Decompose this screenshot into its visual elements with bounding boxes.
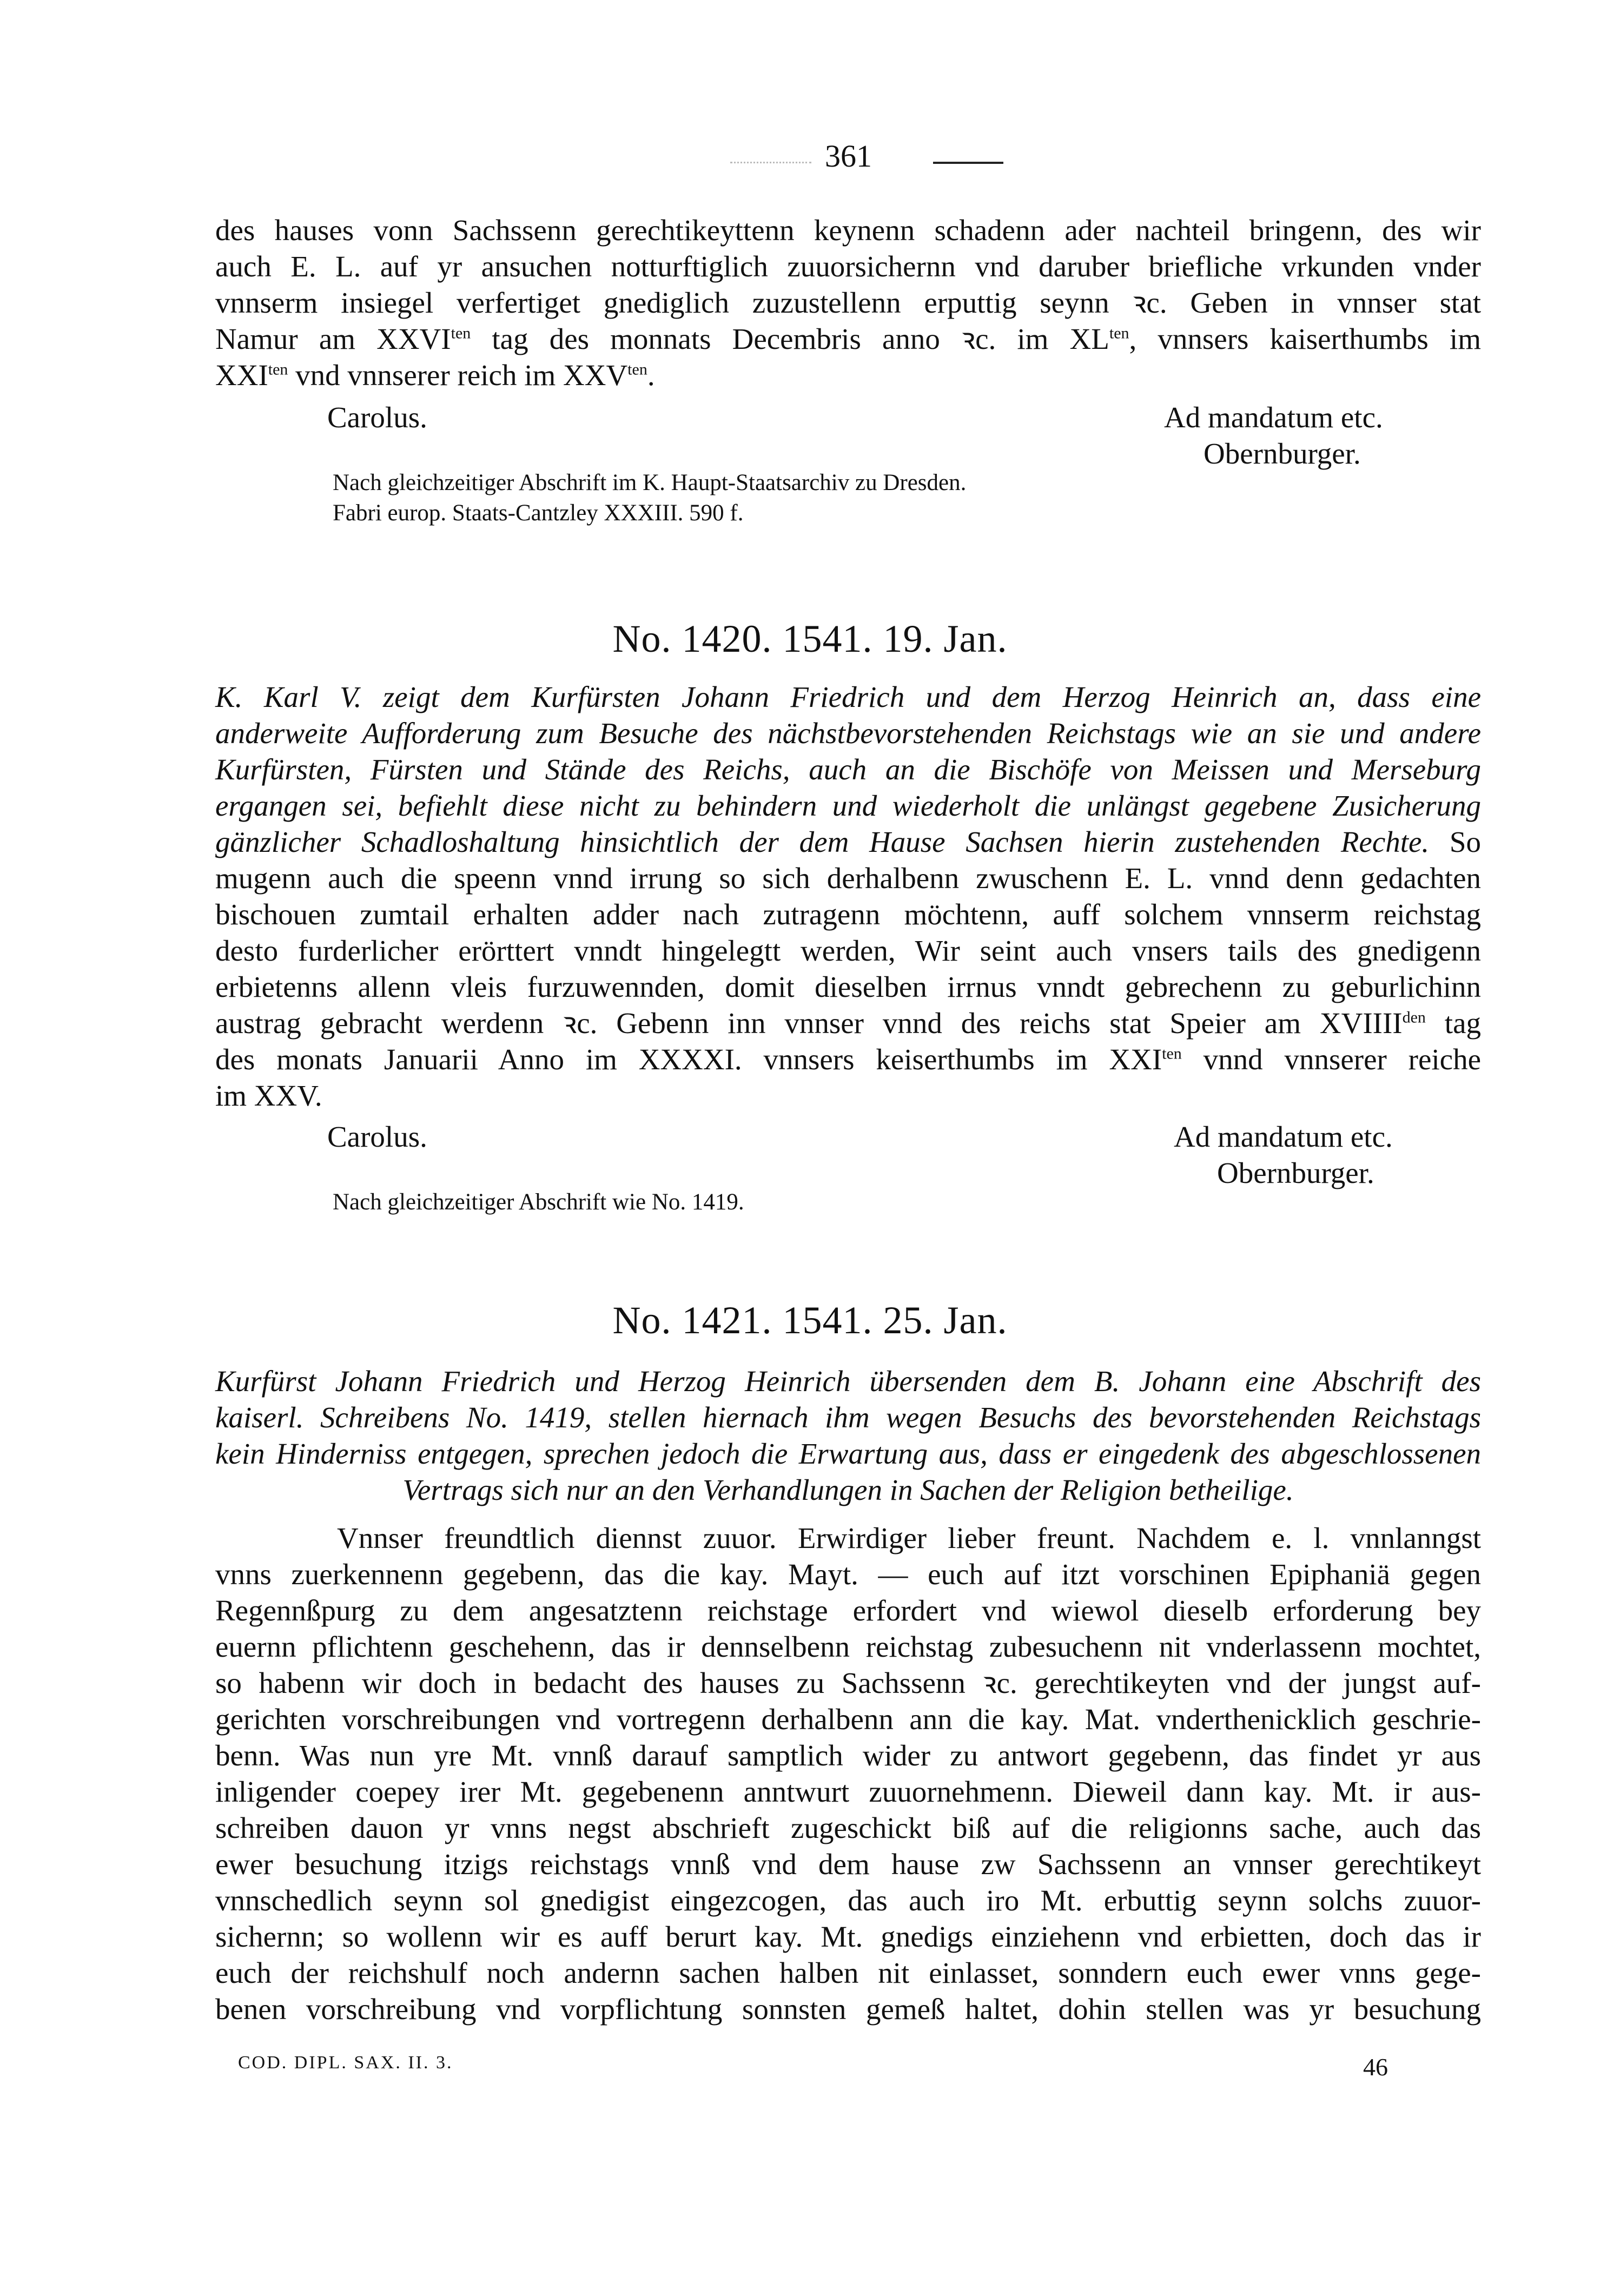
source-note <box>333 468 966 528</box>
text-line <box>215 1005 1481 1041</box>
text-line: auch E. L. auf yr ansuchen notturftiglich zuuorsichernn vnd daruber briefliche vrkunden vnder <box>215 250 1481 283</box>
text-line: bischouen zumtail erhalten adder nach zutragenn möchtenn, auff solchem vnnserm reichstag <box>215 898 1481 931</box>
superscript: ten <box>451 324 471 342</box>
summary-line: Vertrags sich nur an den Verhandlungen in Sachen der Religion betheilige. <box>402 1473 1294 1506</box>
summary-line: K. Karl V. zeigt dem Kurfürsten Johann Friedrich und dem Herzog Heinrich an, dass eine <box>215 680 1481 713</box>
page-number: 361 <box>825 138 872 174</box>
signature-row <box>0 1120 1620 1157</box>
header-rule <box>933 162 1003 164</box>
text-fragment: So <box>1429 825 1481 858</box>
source-line: Fabri europ. Staats-Cantzley XXXIII. 590 f. <box>333 500 744 526</box>
text-line: vnns zuerkennenn gegebenn, das die kay. Mayt. — euch auf itzt vorschinen Epiphaniä gegen <box>215 1558 1481 1591</box>
sheet-number: 46 <box>1363 2053 1388 2081</box>
document-heading: No. 1420. 1541. 19. Jan. <box>612 617 1008 660</box>
signature-name: Obernburger. <box>1204 437 1361 470</box>
superscript: ten <box>627 360 647 379</box>
text-fragment: tag <box>1425 1007 1481 1040</box>
signature-name: Obernburger. <box>1217 1156 1374 1189</box>
superscript: ten <box>1162 1044 1182 1063</box>
text-fragment: vnnd vnnserer reiche <box>1181 1043 1481 1076</box>
document-summary <box>215 679 1481 860</box>
signature-row <box>0 1156 1620 1194</box>
text-line: benen vorschreibung vnd vorpflichtung sonnsten gemeß haltet, dohin stellen was yr besuchung <box>215 1993 1481 2026</box>
summary-line: anderweite Aufforderung zum Besuche des nächstbevorstehenden Reichstags wie an sie und andere <box>215 717 1481 750</box>
text-line: Regennßpurg zu dem angesatztenn reichstage erfordert vnd wiewol dieselb erforderung bey <box>215 1594 1481 1627</box>
summary-fragment: gänzlicher Schadloshaltung hinsichtlich der dem Hause Sachsen hierin zustehenden Rechte. <box>215 825 1430 858</box>
summary-line: kein Hinderniss entgegen, sprechen jedoch die Erwartung aus, dass er eingedenk des abgeschlossenen <box>215 1437 1481 1470</box>
document-heading: No. 1421. 1541. 25. Jan. <box>612 1299 1008 1342</box>
text-line <box>215 357 1481 393</box>
text-line: gerichten vorschreibungen vnd vortregenn derhalbenn ann die kay. Mat. vnderthenicklich geschrie- <box>215 1703 1481 1736</box>
summary-line: kaiserl. Schreibens No. 1419, stellen hiernach ihm wegen Besuchs des bevorstehenden Reichstags <box>215 1401 1481 1434</box>
text-line: vnnschedlich seynn sol gnedigist eingezcogen, das auch iro Mt. erbuttig seynn solchs zuuor- <box>215 1884 1481 1917</box>
text-fragment: Namur am XXVI <box>215 322 451 355</box>
text-line <box>215 1041 1481 1077</box>
signature-left: Carolus. <box>327 401 427 434</box>
summary-line: Kurfürst Johann Friedrich und Herzog Heinrich übersenden dem B. Johann eine Abschrift des <box>215 1365 1481 1398</box>
text-fragment: tag des monnats Decembris anno ꝛc. im XL <box>471 322 1109 355</box>
text-line <box>215 321 1481 357</box>
text-line: inligender coepey irer Mt. gegebenenn anntwurt zuuornehmenn. Dieweil dann kay. Mt. ir aus- <box>215 1775 1481 1808</box>
text-fragment: des monats Januarii Anno im XXXXI. vnnsers keiserthumbs im XXI <box>215 1043 1162 1076</box>
text-line: vnnserm insiegel verfertiget gnediglich zuzustellenn erputtig seynn ꝛc. Geben in vnnser stat <box>215 286 1481 319</box>
text-line: sichernn; so wollenn wir es auff berurt kay. Mt. gnedigs einziehenn vnd erbietten, doch das ir <box>215 1920 1481 1953</box>
signature-row <box>0 400 1620 438</box>
source-note <box>333 1187 744 1218</box>
page-header <box>0 138 1620 181</box>
text-line: benn. Was nun yre Mt. vnnß darauf samptlich wider zu antwort gegebenn, das findet yr aus <box>215 1739 1481 1772</box>
text-line: so habenn wir doch in bedacht des hauses zu Sachssenn ꝛc. gerechtikeyten vnd der jungst auf- <box>215 1666 1481 1699</box>
text-line: mugenn auch die speenn vnnd irrung so sich derhalbenn zwuschenn E. L. vnnd denn gedachten <box>215 862 1481 895</box>
text-fragment: austrag gebracht werdenn ꝛc. Gebenn inn vnnser vnnd des reichs stat Speier am XVIIII <box>215 1007 1403 1040</box>
signature-right: Ad mandatum etc. <box>1174 1120 1393 1153</box>
text-fragment: , vnnsers kaiserthumbs im <box>1129 322 1481 355</box>
superscript: ten <box>1109 324 1129 342</box>
signature-right: Ad mandatum etc. <box>1164 401 1383 434</box>
continuation-text <box>215 212 1481 393</box>
superscript: den <box>1402 1008 1426 1027</box>
summary-line <box>215 824 1481 860</box>
text-line: erbietenns allenn vleis furzuwennden, domit dieselben irrnus vnndt gebrechenn zu geburlichinn <box>215 970 1481 1003</box>
signature-left: Carolus. <box>327 1120 427 1153</box>
summary-line: Kurfürsten, Fürsten und Stände des Reichs, auch an die Bischöfe von Meissen und Merseburg <box>215 753 1481 786</box>
text-line: ewer besuchung itzigs reichstags vnnß vnd dem hause zw Sachssenn an vnnser gerechtikeyt <box>215 1848 1481 1881</box>
page-footer <box>0 2053 1620 2085</box>
text-line: euch der reichshulf noch andernn sachen halben nit einlasset, sonndern euch ewer vnns gege- <box>215 1956 1481 1989</box>
text-line: schreiben dauon yr vnns negst abschrieft zugeschickt biß auf die religionns sache, auch das <box>215 1811 1481 1844</box>
source-line: Nach gleichzeitiger Abschrift wie No. 1419. <box>333 1189 744 1215</box>
footer-signature: COD. DIPL. SAX. II. 3. <box>238 2053 453 2073</box>
document-text <box>215 1520 1481 2027</box>
text-line: desto furderlicher erörttert vnndt hingelegtt werden, Wir seint auch vnsers tails des gnedigenn <box>215 934 1481 967</box>
superscript: ten <box>268 360 288 379</box>
text-line: Vnnser freundtlich diennst zuuor. Erwirdiger lieber freunt. Nachdem e. l. vnnlanngst <box>337 1521 1481 1554</box>
source-line: Nach gleichzeitiger Abschrift im K. Haupt-Staatsarchiv zu Dresden. <box>333 470 967 495</box>
document-summary <box>215 1363 1481 1508</box>
header-dots <box>730 162 811 163</box>
text-line: im XXV. <box>215 1079 322 1112</box>
text-fragment: . <box>647 359 655 392</box>
text-fragment: XXI <box>215 359 268 392</box>
text-fragment: vnd vnnserer reich im XXV <box>288 359 628 392</box>
summary-line: ergangen sei, befiehlt diese nicht zu behindern und wiederholt die unlängst gegebene Zusicherung <box>215 789 1481 822</box>
text-line: des hauses vonn Sachssenn gerechtikeyttenn keynenn schadenn ader nachteil bringenn, des wir <box>215 214 1481 247</box>
document-text <box>215 860 1481 1114</box>
text-line: euernn pflichtenn geschehenn, das ir dennselbenn reichstag zubesuchenn nit vnderlassenn mochtet, <box>215 1630 1481 1663</box>
